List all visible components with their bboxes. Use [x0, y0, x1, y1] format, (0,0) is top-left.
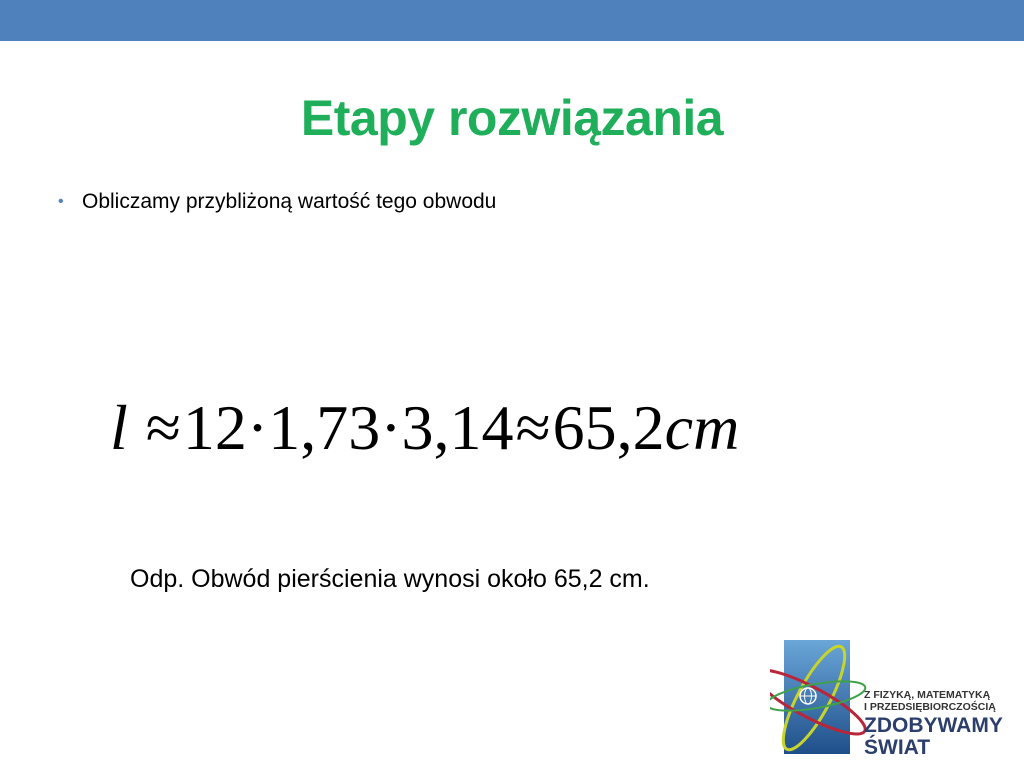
answer-text: Odp. Obwód pierścienia wynosi około 65,2 cm. — [130, 565, 650, 593]
formula-approx-sign: ≈ — [515, 392, 551, 463]
logo-line-1: Z FIZYKĄ, MATEMATYKĄ — [864, 689, 991, 701]
bullet-dot-icon: • — [58, 193, 64, 210]
logo-line-4: ŚWIAT — [864, 736, 931, 759]
logo-blue-panel — [784, 640, 850, 754]
formula-number: 1,73 — [268, 392, 381, 463]
logo-line-3: ZDOBYWAMY — [864, 714, 1003, 737]
bullet-item — [58, 187, 496, 217]
formula-approx-sign: ≈ — [145, 392, 181, 463]
slide-title: Etapy rozwiązania — [300, 90, 724, 146]
formula-number: 3,14 — [401, 392, 514, 463]
formula-result: 65,2 — [552, 392, 665, 463]
formula — [110, 388, 870, 468]
formula-dot: · — [380, 392, 402, 463]
project-logo — [770, 622, 1024, 768]
formula-dot: · — [246, 392, 269, 463]
formula-variable: l — [110, 392, 128, 463]
formula-number: 12 — [182, 392, 247, 463]
top-bar — [0, 0, 1024, 41]
formula-unit: cm — [664, 392, 740, 463]
bullet-text: Obliczamy przybliżoną wartość tego obwodu — [82, 190, 497, 213]
logo-line-2: I PRZEDSIĘBIORCZOŚCIĄ — [864, 701, 996, 713]
